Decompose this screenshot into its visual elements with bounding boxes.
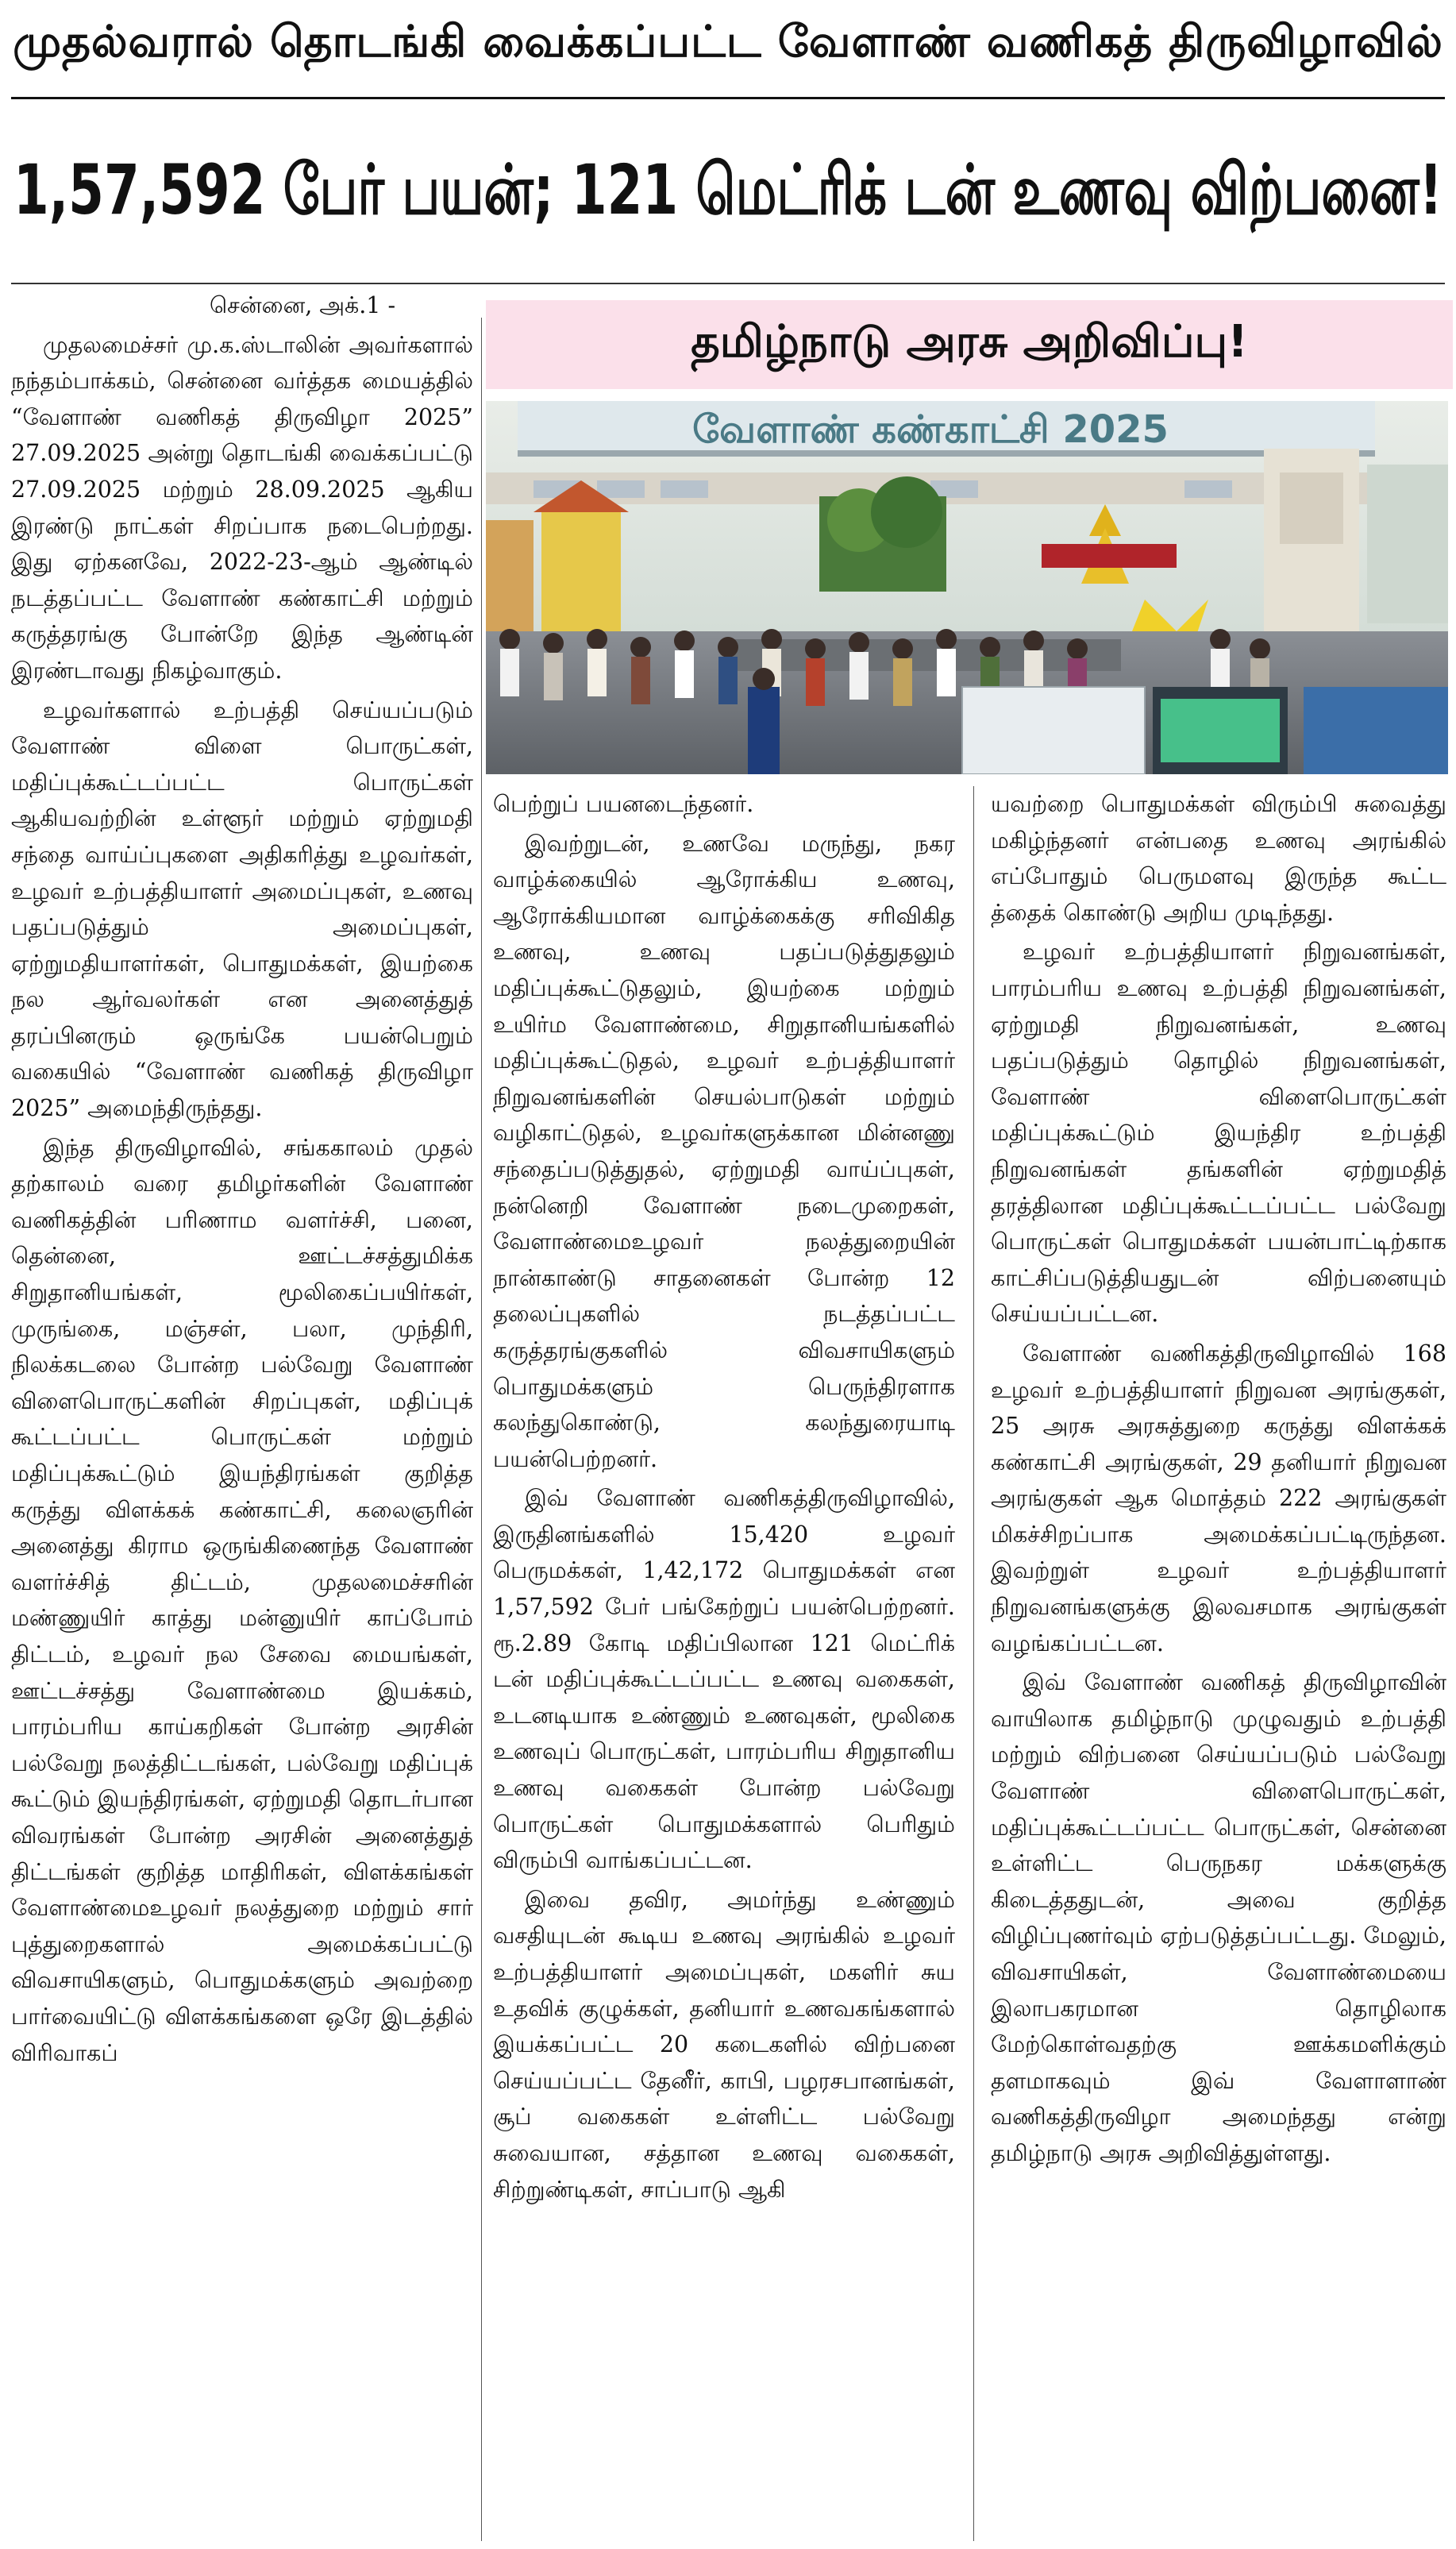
exhibition-sign: வேளாண் கண்காட்சி 2025 <box>692 407 1169 452</box>
dateline: சென்னை, அக்.1 - <box>210 292 396 318</box>
paragraph: இவை தவிர, அமர்ந்து உண்ணும் வசதியுடன் கூடிய உணவு அரங்கில் உழவர் உற்பத்தியாளர் அமைப்புகள், மகளிர் சுய உதவிக் குழுக்கள், தனியார் உணவகங்களால் இயக்கப்பட்ட 20 கடைகளில் விற்பனை செய்யப்பட்ட தேனீர், காபி, பழரசபானங்கள், சூப் வகைகள் உள்ளிட்ட பல்வேறு சுவையான, சத்தான உணவு வகைகள், சிற்றுண்டிகள், சாப்பாடு ஆகி <box>493 1886 955 2203</box>
column-divider <box>481 318 482 2541</box>
article-column-3 <box>991 786 1446 2541</box>
headline-text: 1,57,592 பேர் பயன்; 121 மெட்ரிக் டன் உணவு விற்பனை! <box>13 149 1443 231</box>
headline-rule <box>11 283 1445 284</box>
exhibition-hall-illustration <box>486 401 1448 774</box>
paragraph: உழவர் உற்பத்தியாளர் நிறுவனங்கள், பாரம்பரிய உணவு உற்பத்தி நிறுவனங்கள், ஏற்றுமதி நிறுவனங்கள், உணவு பதப்படுத்தும் தொழில் நிறுவனங்கள், வேளாண் விளைபொருட்கள் மதிப்புக்கூட்டும் இயந்திர உற்பத்தி நிறுவனங்கள் தங்களின் ஏற்றுமதித் தரத்திலான மதிப்புக்கூட்டப்பட்ட பல்வேறு பொருட்கள் பொதுமக்கள் பயன்பாட்டிற்காக காட்சிப்படுத்தியதுடன் விற்பனையும் செய்யப்பட்டன. <box>991 939 1446 1328</box>
paragraph: இவற்றுடன், உணவே மருந்து, நகர வாழ்க்கையில் ஆரோக்கிய உணவு, ஆரோக்கியமான வாழ்க்கைக்கு சரிவிகித உணவு, உணவு பதப்படுத்துதலும் மதிப்புக்கூட்டுதலும், இயற்கை மற்றும் உயிர்ம வேளாண்மை, சிறுதானியங்களில் மதிப்புக்கூட்டுதல், உழவர் உற்பத்தியாளர் நிறுவனங்களின் செயல்பாடுகள் மற்றும் வழிகாட்டுதல், உழவர்களுக்கான மின்னணு சந்தைப்படுத்துதல், ஏற்றுமதி வாய்ப்புகள், நன்னெறி வேளாண் நடைமுறைகள், வேளாண்மைஉழவர் நலத்துறையின் நான்காண்டு சாதனைகள் போன்ற 12 தலைப்புகளில் நடத்தப்பட்ட கருத்தரங்குகளில் விவசாயிகளும் பொதுமக்களும் பெருந்திரளாக கலந்துகொண்டு, கலந்துரையாடி பயன்பெற்றனர். <box>493 830 955 1472</box>
article-column-1 <box>11 287 473 2541</box>
paragraph: முதலமைச்சர் மு.க.ஸ்டாலின் அவர்களால் நந்தம்பாக்கம், சென்னை வர்த்தக மையத்தில் “வேளாண் வணிகத் திருவிழா 2025” 27.09.2025 அன்று தொடங்கி வைக்கப்பட்டு 27.09.2025 மற்றும் 28.09.2025 ஆகிய இரண்டு நாட்கள் சிறப்பாக நடைபெற்றது. இது ஏற்கனவே, 2022-23-ஆம் ஆண்டில் நடத்தப்பட்ட வேளாண் கண்காட்சி மற்றும் கருத்தரங்கு போன்றே இந்த ஆண்டின் இரண்டாவது நிகழ்வாகும். <box>11 331 473 684</box>
exhibition-photo <box>486 401 1448 774</box>
kicker-rule <box>11 97 1445 99</box>
kicker-text: முதல்வரால் தொடங்கி வைக்கப்பட்ட வேளாண் வணிகத் திருவிழாவில் <box>13 16 1443 67</box>
column-divider <box>973 786 974 2541</box>
paragraph: பெற்றுப் பயனடைந்தனர். <box>493 791 754 817</box>
paragraph: இந்த திருவிழாவில், சங்ககாலம் முதல் தற்காலம் வரை தமிழர்களின் வேளாண் வணிகத்தின் பரிணாம வளர்ச்சி, பனை, தென்னை, ஊட்டச்சத்துமிக்க சிறுதானியங்கள், மூலிகைப்பயிர்கள், முருங்கை, மஞ்சள், பலா, முந்திரி, நிலக்கடலை போன்ற பல்வேறு வேளாண் விளைபொருட்களின் சிறப்புகள், மதிப்புக் கூட்டப்பட்ட பொருட்கள் மற்றும் மதிப்புக்கூட்டும் இயந்திரங்கள் குறித்த கருத்து விளக்கக் கண்காட்சி, கலைஞரின் அனைத்து கிராம ஒருங்கிணைந்த வேளாண் வளர்ச்சித் திட்டம், முதலமைச்சரின் மண்ணுயிர் காத்து மன்னுயிர் காப்போம் திட்டம், உழவர் நல சேவை மையங்கள், ஊட்டச்சத்து வேளாண்மை இயக்கம், பாரம்பரிய காய்கறிகள் போன்ற அரசின் பல்வேறு நலத்திட்டங்கள், பல்வேறு மதிப்புக் கூட்டும் இயந்திரங்கள், ஏற்றுமதி தொடர்பான விவரங்கள் போன்ற அரசின் அனைத்துத் திட்டங்கள் குறித்த மாதிரிகள், விளக்கங்கள் வேளாண்மைஉழவர் நலத்துறை மற்றும் சார் புத்துறைகளால் அமைக்கப்பட்டு விவசாயிகளும், பொதுமக்களும் அவற்றை பார்வையிட்டு விளக்கங்களை ஒரே இடத்தில் விரிவாகப் <box>11 1134 473 2066</box>
paragraph: இவ் வேளாண் வணிகத்திருவிழாவில், இருதினங்களில் 15,420 உழவர் பெருமக்கள், 1,42,172 பொதுமக்கள் என 1,57,592 பேர் பங்கேற்றுப் பயன்பெற்றனர். ரூ.2.89 கோடி மதிப்பிலான 121 மெட்ரிக் டன் மதிப்புக்கூட்டப்பட்ட உணவு வகைகள், உடனடியாக உண்ணும் உணவுகள், மூலிகை உணவுப் பொருட்கள், பாரம்பரிய சிறுதானிய உணவு வகைகள் போன்ற பல்வேறு பொருட்கள் பொதுமக்களால் பெரிதும் விரும்பி வாங்கப்பட்டன. <box>493 1485 955 1874</box>
paragraph: உழவர்களால் உற்பத்தி செய்யப்படும் வேளாண் விளை பொருட்கள், மதிப்புக்கூட்டப்பட்ட பொருட்கள் ஆகியவற்றின் உள்ளூர் மற்றும் ஏற்றுமதி சந்தை வாய்ப்புகளை அதிகரித்து உழவர்கள், உழவர் உற்பத்தியாளர் அமைப்புகள், உணவு பதப்படுத்தும் அமைப்புகள், ஏற்றுமதியாளர்கள், பொதுமக்கள், இயற்கை நல ஆர்வலர்கள் என அனைத்துத் தரப்பினரும் ஒருங்கே பயன்பெறும் வகையில் “வேளாண் வணிகத் திருவிழா 2025” அமைந்திருந்தது. <box>11 696 473 1122</box>
banner-title: தமிழ்நாடு அரசு அறிவிப்பு! <box>691 316 1248 368</box>
paragraph: வேளாண் வணிகத்திருவிழாவில் 168 உழவர் உற்பத்தியாளர் நிறுவன அரங்குகள், 25 அரசு அரசுத்துறை கருத்து விளக்கக் கண்காட்சி அரங்குகள், 29 தனியார் நிறுவன அரங்குகள் ஆக மொத்தம் 222 அரங்குகள் மிகச்சிறப்பாக அமைக்கப்பட்டிருந்தன. இவற்றுள் உழவர் உற்பத்தியாளர் நிறுவனங்களுக்கு இலவசமாக அரங்குகள் வழங்கப்பட்டன. <box>991 1340 1446 1656</box>
paragraph: யவற்றை பொதுமக்கள் விரும்பி சுவைத்து மகிழ்ந்தனர் என்பதை உணவு அரங்கில் எப்போதும் பெருமளவு இருந்த கூட்ட த்தைக் கொண்டு அறிய முடிந்தது. <box>991 791 1446 926</box>
paragraph: இவ் வேளாண் வணிகத் திருவிழாவின் வாயிலாக தமிழ்நாடு முழுவதும் உற்பத்தி மற்றும் விற்பனை செய்யப்படும் பல்வேறு வேளாண் விளைபொருட்கள், மதிப்புக்கூட்டப்பட்ட பொருட்கள், சென்னை உள்ளிட்ட பெருநகர மக்களுக்கு கிடைத்ததுடன், அவை குறித்த விழிப்புணர்வும் ஏற்படுத்தப்பட்டது. மேலும், விவசாயிகள், வேளாண்மையை இலாபகரமான தொழிலாக மேற்கொள்வதற்கு ஊக்கமளிக்கும் தளமாகவும் இவ் வேளாளாண் வணிகத்திருவிழா அமைந்தது என்று தமிழ்நாடு அரசு அறிவித்துள்ளது. <box>991 1669 1446 2166</box>
article-column-2 <box>493 786 955 2541</box>
announcement-banner <box>486 300 1453 389</box>
kicker-headline <box>0 0 1456 89</box>
main-headline <box>0 111 1456 278</box>
